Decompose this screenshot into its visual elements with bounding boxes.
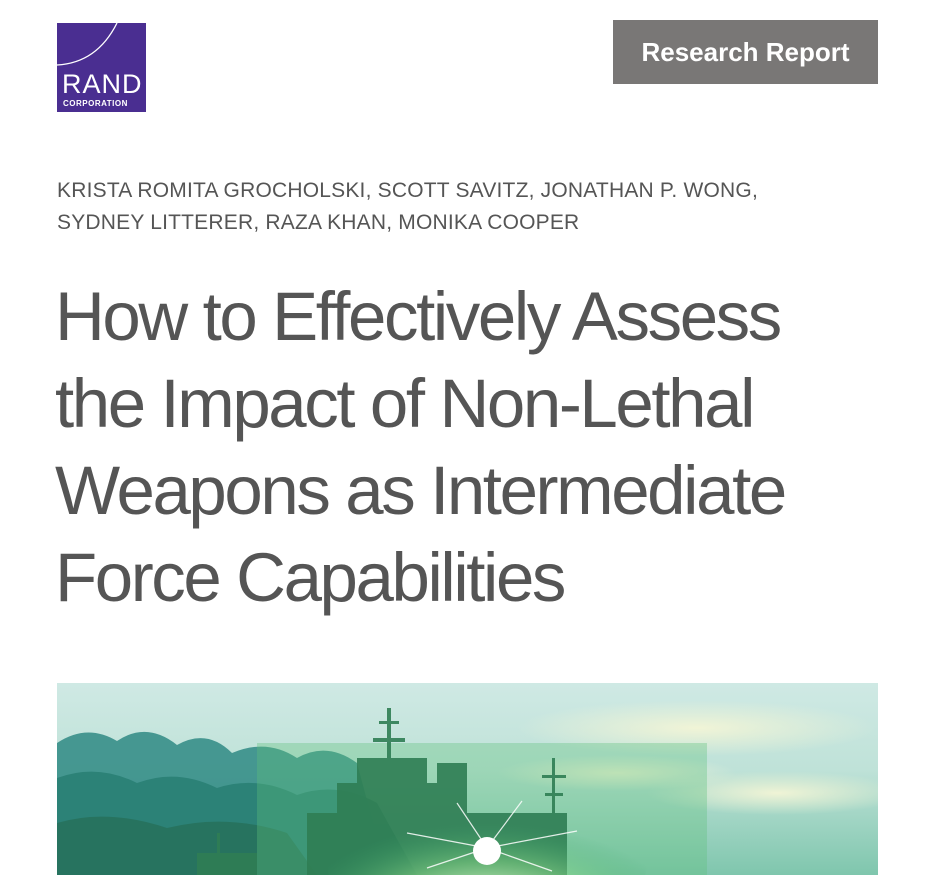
author-list bbox=[57, 175, 887, 239]
title-line: How to Effectively Assess bbox=[55, 278, 780, 355]
logo-subtitle: CORPORATION bbox=[63, 99, 128, 108]
title-line: Weapons as Intermediate bbox=[55, 452, 785, 529]
title-line: Force Capabilities bbox=[55, 539, 565, 616]
cover-image bbox=[57, 683, 878, 875]
author-line: SYDNEY LITTERER, RAZA KHAN, MONIKA COOPER bbox=[57, 211, 580, 234]
cover-illustration bbox=[57, 683, 878, 875]
report-type-badge: Research Report bbox=[613, 20, 878, 84]
logo-name: RAND bbox=[62, 69, 143, 99]
report-title bbox=[55, 273, 915, 621]
author-line: KRISTA ROMITA GROCHOLSKI, SCOTT SAVITZ, JONATHAN P. WONG, bbox=[57, 179, 758, 202]
rand-logo bbox=[57, 23, 146, 112]
title-line: the Impact of Non-Lethal bbox=[55, 365, 753, 442]
